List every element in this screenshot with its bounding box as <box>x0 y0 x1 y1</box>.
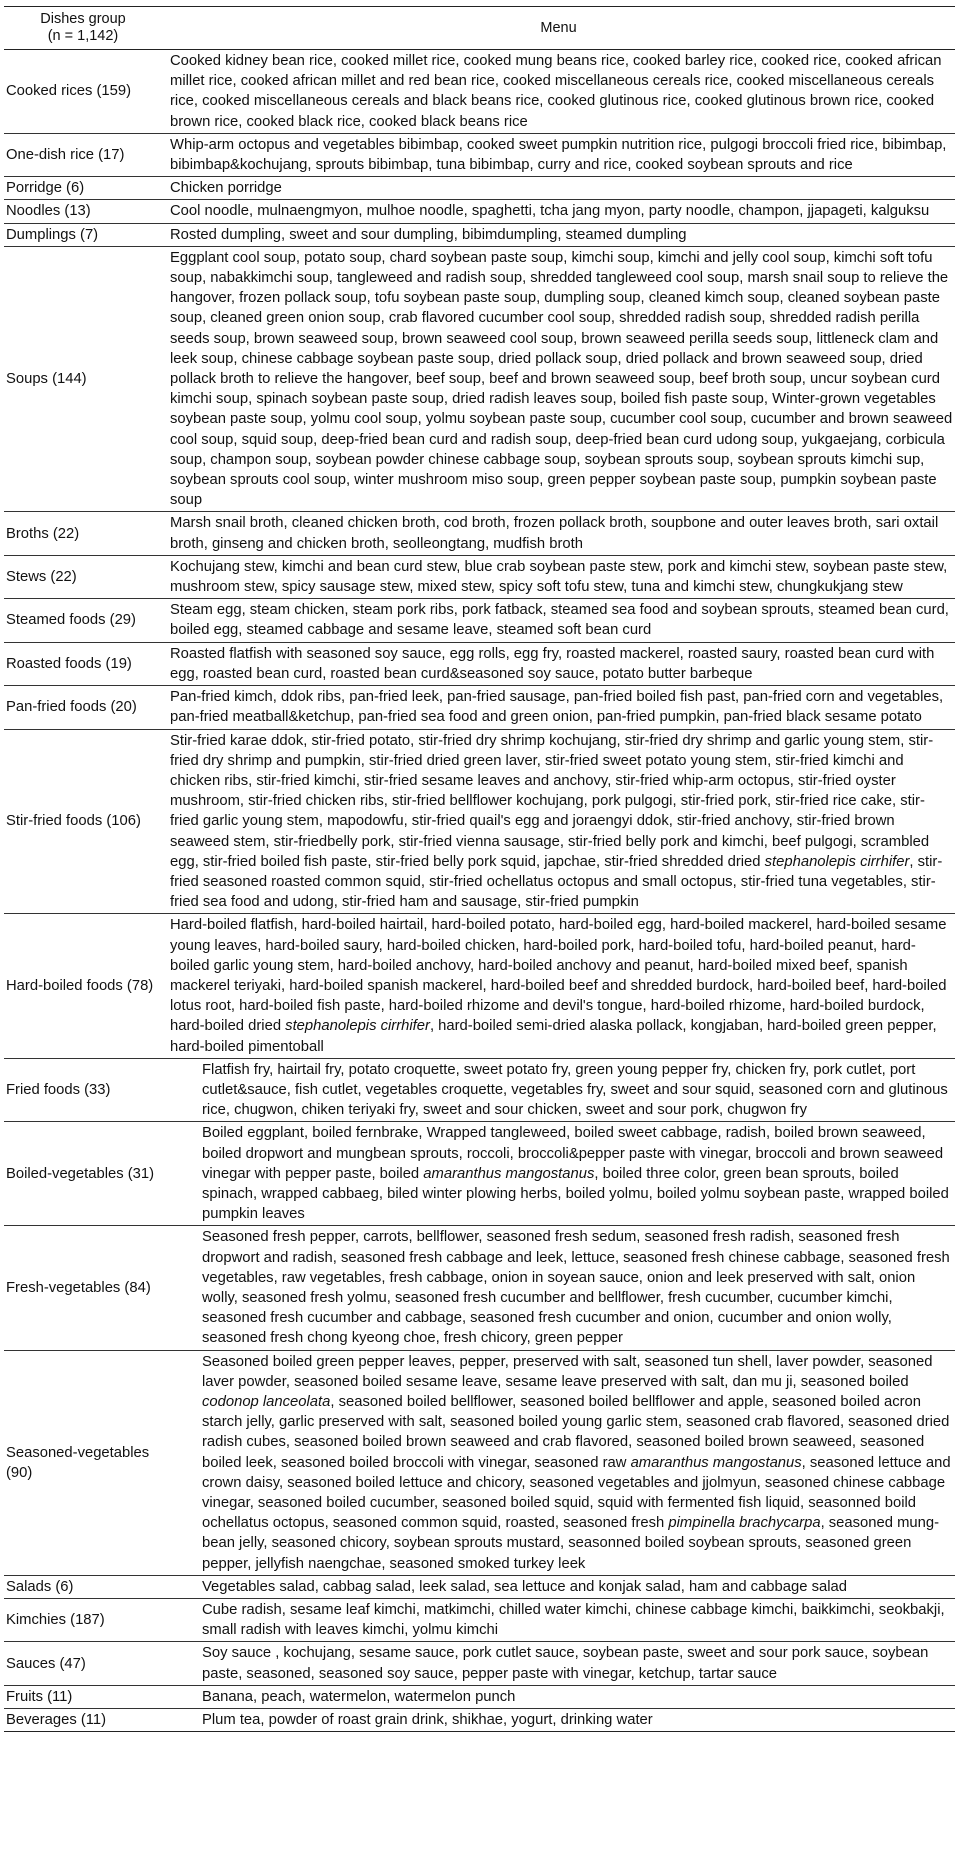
menu-cell <box>162 599 955 642</box>
menu-cell <box>162 1599 955 1642</box>
menu-text-italic: stephanolepis cirrhifer <box>285 1018 430 1035</box>
table-row <box>4 1709 955 1732</box>
table-row <box>4 729 955 914</box>
dishes-group-cell: Pan-fried foods (20) <box>4 686 162 729</box>
menu-cell <box>162 246 955 512</box>
menu-cell <box>162 512 955 555</box>
menu-text: Rosted dumpling, sweet and sour dumpling, bibimdumpling, steamed dumpling <box>170 226 687 243</box>
menu-text-italic: stephanolepis cirrhifer <box>764 853 910 870</box>
table-row <box>4 512 955 555</box>
dishes-group-cell: Stir-fried foods (106) <box>4 729 162 914</box>
table-row <box>4 1350 955 1575</box>
menu-cell <box>162 1575 955 1598</box>
menu-text: Roasted flatfish with seasoned soy sauce, egg rolls, egg fry, roasted mackerel, roasted saury, roasted bean curd with egg, roasted bean curd, roasted bean curd&seasoned soy sauce, potato butter barbeque <box>170 645 935 682</box>
table-row <box>4 686 955 729</box>
menu-text: Stir-fried karae ddok, stir-fried potato, stir-fried dry shrimp kochujang, stir-fried dry shrimp and garlic young stem, stir-fried dry shrimp and pumpkin, stir-fried dried green laver, stir-fried sweet potato young stem, stir-fried kimchi and chicken ribs, stir-fried kimchi, stir-fried sesame leaves and anchovy, stir-fried whip-arm octopus, stir-fried oyster mushroom, stir-fried chicken ribs, stir-fried bellflower kochujang, pork pulgogi, stir-fried pork, stir-fried rice cake, stir-fried garlic young stem, mapodowfu, stir-fried quail's egg and joraengyi ddok, stir-fried anchovy, stir-fried brown seaweed stem, stir-friedbelly pork, stir-fried vienna sausage, stir-fried belly pork and kimchi, beef pulgogi, scrambled egg, stir-fried boiled fish paste, stir-fried belly pork squid, japchae, stir-fried shredded dried <box>170 732 934 870</box>
menu-text: Plum tea, powder of roast grain drink, shikhae, yogurt, drinking water <box>202 1712 653 1729</box>
dishes-group-cell: Kimchies (187) <box>4 1599 162 1642</box>
table-row <box>4 1685 955 1708</box>
menu-text: Boiled eggplant, boiled fernbrake, Wrapped tangleweed, boiled sweet cabbage, radish, boiled brown seaweed, boiled dropwort and mungbean sprouts, roccoli, broccoli&pepper paste with vinegar, broccoli and brown seaweed vinegar with pepper paste, boiled <box>202 1125 944 1182</box>
menu-cell <box>162 50 955 134</box>
menu-cell <box>162 555 955 598</box>
dishes-group-cell: Broths (22) <box>4 512 162 555</box>
menu-text: Cool noodle, mulnaengmyon, mulhoe noodle, spaghetti, tcha jang myon, party noodle, champon, jjapageti, kalguksu <box>170 203 930 220</box>
dishes-group-cell: Salads (6) <box>4 1575 162 1598</box>
menu-cell <box>162 914 955 1058</box>
dishes-group-cell: Roasted foods (19) <box>4 642 162 685</box>
menu-cell <box>162 223 955 246</box>
menu-cell <box>162 177 955 200</box>
table-row <box>4 133 955 176</box>
menu-text-italic: amaranthus mangostanus <box>423 1165 595 1182</box>
menu-text: Vegetables salad, cabbag salad, leek salad, sea lettuce and konjak salad, ham and cabbage salad <box>202 1578 847 1595</box>
menu-text: Marsh snail broth, cleaned chicken broth, cod broth, frozen pollack broth, soupbone and outer leaves broth, sari oxtail broth, ginseng and chicken broth, seolleongtang, mudfish broth <box>170 515 939 552</box>
table-row <box>4 1575 955 1598</box>
dishes-group-cell: One-dish rice (17) <box>4 133 162 176</box>
menu-text: Chicken porridge <box>170 180 282 197</box>
menu-text: Whip-arm octopus and vegetables bibimbap, cooked sweet pumpkin nutrition rice, pulgogi broccoli fried rice, bibimbap, bibimbap&kochujang, sprouts bibimbap, tuna bibimbap, curry and rice, cooked soybean sprouts and rice <box>170 136 947 174</box>
menu-text: Banana, peach, watermelon, watermelon punch <box>202 1688 516 1705</box>
menu-cell <box>162 1350 955 1575</box>
table-row <box>4 1058 955 1122</box>
table-row <box>4 599 955 642</box>
dishes-group-cell: Stews (22) <box>4 555 162 598</box>
menu-cell <box>162 1058 955 1122</box>
menu-cell <box>162 200 955 223</box>
table-header-row <box>4 7 955 50</box>
dishes-group-cell: Beverages (11) <box>4 1709 162 1732</box>
dishes-group-cell: Dumplings (7) <box>4 223 162 246</box>
menu-cell <box>162 1685 955 1708</box>
table-row <box>4 200 955 223</box>
menu-text: Seasoned fresh pepper, carrots, bellflower, seasoned fresh sedum, seasoned fresh radish, seasoned fresh dropwort and radish, seasoned fresh cabbage and leek, lettuce, seasoned fresh chinese cabbage, seasoned fresh vegetables, raw vegetables, fresh cabbage, onion in soyean sauce, onion and leek preserved with salt, onion wolly, seasoned fresh yolmu, seasoned fresh cucumber and bellflower, fresh cucumber, cucumber kimchi, seasoned fresh cucumber and cabbage, seasoned fresh cucumber and onion, cucumber and onion wolly, seasoned fresh chong kyeong choe, fresh chicory, green pepper <box>202 1229 950 1347</box>
menu-text: , boiled three color, green bean sprouts, boiled spinach, wrapped cabbaeg, biled winter plowing herbs, boiled yolmu, boiled yolmu soybean paste, wrapped boiled pumpkin leaves <box>202 1165 949 1223</box>
dishes-menu-table <box>4 6 955 1732</box>
menu-text-italic: codonop lanceolata <box>202 1394 331 1410</box>
menu-text: Flatfish fry, hairtail fry, potato croquette, sweet potato fry, green young pepper fry, chicken fry, pork cutlet, port cutlet&sauce, fish cutlet, vegetables croquette, vegetables fry, sweet and sour squid, seasoned corn and glutinous rice, chugwon, chiken teriyaki fry, sweet and sour chicken, sweet and sour pork, chugwon fry <box>202 1061 948 1119</box>
table-row <box>4 914 955 1058</box>
table-row <box>4 246 955 512</box>
table-row <box>4 642 955 685</box>
dishes-group-cell: Porridge (6) <box>4 177 162 200</box>
menu-cell <box>162 729 955 914</box>
menu-cell <box>162 1122 955 1226</box>
dishes-group-cell: Seasoned-vegetables (90) <box>4 1350 162 1575</box>
menu-text: Seasoned boiled green pepper leaves, pepper, preserved with salt, seasoned tun shell, laver powder, seasoned laver powder, seasoned boiled sesame leave, sesame leave preserved with salt, dan mu ji, seasoned boiled <box>202 1353 933 1390</box>
menu-text: Soy sauce , kochujang, sesame sauce, pork cutlet sauce, soybean paste, sweet and sour pork sauce, soybean paste, seasoned, seasoned soy sauce, pepper paste with vinegar, ketchup, tartar sauce <box>202 1645 929 1682</box>
menu-text: Cube radish, sesame leaf kimchi, matkimchi, chilled water kimchi, chinese cabbage kimchi, baikkimchi, seokbakji, small radish with leaves kimchi, yolmu kimchi <box>202 1602 945 1639</box>
table-body <box>4 50 955 1732</box>
menu-text-italic: amaranthus mangostanus <box>630 1454 802 1471</box>
table-row <box>4 555 955 598</box>
menu-cell <box>162 1642 955 1685</box>
menu-text: Kochujang stew, kimchi and bean curd stew, blue crab soybean paste stew, pork and kimchi stew, soybean paste stew, mushroom stew, spicy sausage stew, mixed stew, spicy soft tofu stew, tuna and kimchi stew, chungkukjang stew <box>170 558 948 596</box>
dishes-group-cell: Noodles (13) <box>4 200 162 223</box>
table-row <box>4 50 955 134</box>
menu-text-italic: pimpinella brachycarpa <box>668 1515 821 1532</box>
menu-text: , seasoned boiled bellflower, seasoned boiled bellflower and apple, seasoned boiled acron starch jelly, garlic preserved with salt, seasoned boiled young garlic stem, seasoned crab flavored, seasoned dried radish cubes, seasoned boiled brown seaweed and crab flavored, seasoned boiled brown seaweed, seasoned boiled leek, seasoned boiled broccoli with vinegar, seasoned raw <box>202 1394 950 1471</box>
dishes-group-cell: Cooked rices (159) <box>4 50 162 134</box>
dishes-group-cell: Fried foods (33) <box>4 1058 162 1122</box>
dishes-group-cell: Fruits (11) <box>4 1685 162 1708</box>
table-row <box>4 177 955 200</box>
menu-cell <box>162 686 955 729</box>
dishes-group-cell: Steamed foods (29) <box>4 599 162 642</box>
menu-text: Eggplant cool soup, potato soup, chard soybean paste soup, kimchi soup, kimchi and jelly cool soup, kimchi soft tofu soup, nabakkimchi soup, tangleweed and radish soup, shredded tangleweed cool soup, marsh snail soup to relieve the hangover, frozen pollack soup, tofu soybean paste soup, dumpling soup, cleaned kimch soup, cleaned soybean paste soup, cleaned green onion soup, crab flavored cucumber cool soup, shredded radish soup, shredded radish perilla seeds soup, brown seaweed soup, brown seaweed cool soup, brown seaweed perilla seeds soup, littleneck clam and leek soup, chinese cabbage soybean paste soup, dried pollack soup, dried pollack and brown seaweed soup, dried pollack broth to relieve the hangover, beef soup, beef and brown seaweed soup, beef broth soup, uncur soybean curd kimchi soup, spinach soybean paste soup, dried radish leaves soup, boiled fish paste soup, Winter-grown vegetables soybean paste soup, yolmu cool soup, yolmu soybean paste soup, cucumber cool soup, cucumber and brown seaweed cool soup, squid soup, deep-fried bean curd and radish soup, deep-fried bean curd udong soup, yukgaejang, corbicula soup, champon soup, soybean powder chinese cabbage soup, soybean sprouts soup, soybean sprouts kimchi sup, soybean sprouts cool soup, winter mushroom miso soup, green pepper soybean paste soup, pumpkin soybean paste soup <box>170 249 953 509</box>
menu-text: , seasoned mung-bean jelly, seasoned chicory, soybean sprouts mustard, seasonned boiled soybean sprouts, seasoned green pepper, jellyfish naengchae, seasoned smoked turkey leek <box>202 1515 940 1572</box>
dishes-group-cell: Fresh-vegetables (84) <box>4 1226 162 1350</box>
dishes-group-cell: Boiled-vegetables (31) <box>4 1122 162 1226</box>
dishes-group-cell: Sauces (47) <box>4 1642 162 1685</box>
dishes-group-cell: Hard-boiled foods (78) <box>4 914 162 1058</box>
table-row <box>4 223 955 246</box>
menu-text: Pan-fried kimch, ddok ribs, pan-fried leek, pan-fried sausage, pan-fried boiled fish past, pan-fried corn and vegetables, pan-fried meatball&ketchup, pan-fried sea food and green onion, pan-fried pumpkin, pan-fried black sesame potato <box>170 689 944 726</box>
header-group-text: Dishes group (n = 1,142) <box>40 11 126 44</box>
menu-cell <box>162 133 955 176</box>
menu-text: Hard-boiled flatfish, hard-boiled hairtail, hard-boiled potato, hard-boiled egg, hard-boiled mackerel, hard-boiled sesame young leaves, hard-boiled saury, hard-boiled chicken, hard-boiled pork, hard-boiled tofu, hard-boiled peanut, hard-boiled garlic young stem, hard-boiled anchovy, hard-boiled anchovy and peanut, hard-boiled mixed beef, spanish mackerel teriyaki, hard-boiled spanish mackerel, hard-boiled beef and shredded burdock, hard-boiled beef, hard-boiled lotus root, hard-boiled fish paste, hard-boiled rhizome and devil's tongue, hard-boiled rhizome, hard-boiled burdock, hard-boiled dried <box>170 917 947 1035</box>
table-row <box>4 1226 955 1350</box>
menu-text: Steam egg, steam chicken, steam pork ribs, pork fatback, steamed sea food and soybean sprouts, steamed bean curd, boiled egg, steamed cabbage and sesame leave, steamed soft bean curd <box>170 602 949 639</box>
table-row <box>4 1642 955 1685</box>
menu-text: , seasoned lettuce and crown daisy, seasoned boiled lettuce and chicory, seasoned vegetables and jjolmyun, seasoned chinese cabbage vinegar, seasoned boiled cucumber, seasoned boiled squid, squid with fermented fish liquid, seasonned boild ochellatus octopus, seasoned common squid, roasted, seasoned fresh <box>202 1454 951 1532</box>
table-row <box>4 1122 955 1226</box>
menu-cell <box>162 642 955 685</box>
menu-text: , hard-boiled semi-dried alaska pollack, kongjaban, hard-boiled green pepper, hard-boiled pimentoball <box>170 1018 937 1055</box>
menu-cell <box>162 1709 955 1732</box>
header-menu: Menu <box>162 7 955 50</box>
menu-text: , stir-fried seasoned roasted common squid, stir-fried ochellatus octopus and small octopus, stir-fried tuna vegetables, stir-fried sea food and udong, stir-fried ham and sausage, stir-fried pumpkin <box>170 853 943 911</box>
dishes-group-cell: Soups (144) <box>4 246 162 512</box>
header-dishes-group <box>4 7 162 50</box>
table-row <box>4 1599 955 1642</box>
menu-text: Cooked kidney bean rice, cooked millet rice, cooked mung beans rice, cooked barley rice, cooked rice, cooked african millet rice, cooked african millet and red bean rice, cooked miscellaneous cereals rice, cooked miscellaneous cereals rice, cooked miscellaneous cereals and black beans rice, cooked glutinous rice, cooked glutinous brown rice, cooked brown rice, cooked black rice, cooked black beans rice <box>170 53 942 130</box>
menu-cell <box>162 1226 955 1350</box>
